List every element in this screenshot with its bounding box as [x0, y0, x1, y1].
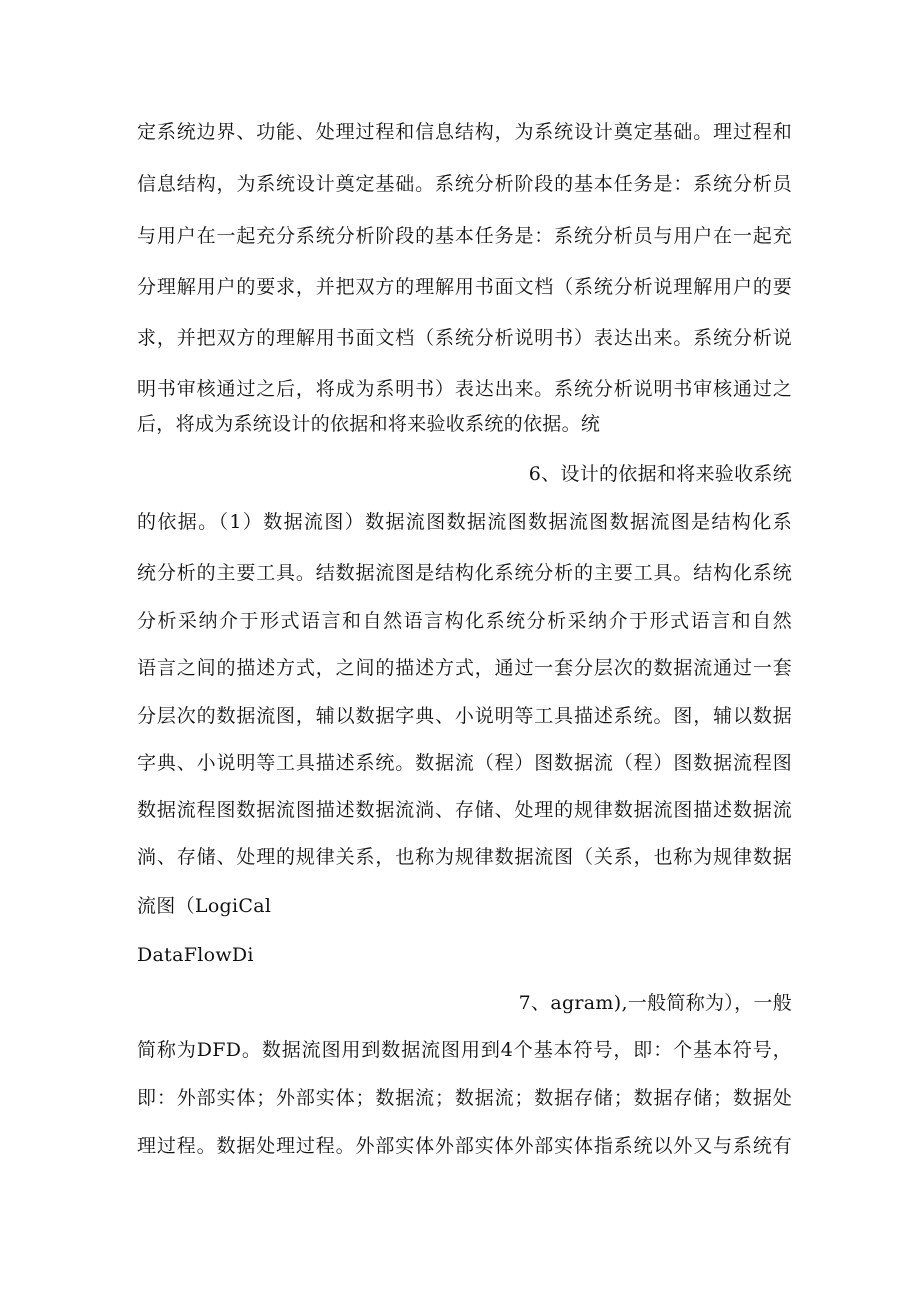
- paragraph-line: 淌、存储、处理的规律关系，也称为规律数据流图（关系，也称为规律数据: [137, 846, 792, 868]
- paragraph-line: 统分析的主要工具。结数据流图是结构化系统分析的主要工具。结构化系统: [137, 562, 792, 584]
- paragraph-line: DataFlowDi: [137, 944, 254, 966]
- paragraph-line: 与用户在一起充分系统分析阶段的基本任务是：系统分析员与用户在一起充: [137, 225, 792, 247]
- paragraph-line: 分层次的数据流图，辅以数据字典、小说明等工具描述系统。图，辅以数据: [137, 705, 792, 727]
- paragraph-line: 定系统边界、功能、处理过程和信息结构，为系统设计奠定基础。理过程和: [137, 121, 792, 143]
- paragraph-line: 数据流程图数据流图描述数据流淌、存储、处理的规律数据流图描述数据流: [137, 799, 792, 821]
- paragraph-line: 流图（LogiCal: [137, 895, 272, 917]
- paragraph-line: 明书审核通过之后，将成为系明书）表达出来。系统分析说明书审核通过之: [137, 378, 792, 400]
- numbered-heading: 6、设计的依据和将来验收系统: [528, 463, 792, 485]
- paragraph-line: 的依据。（1）数据流图）数据流图数据流图数据流图数据流图是结构化系: [137, 511, 792, 533]
- paragraph-line: 信息结构，为系统设计奠定基础。系统分析阶段的基本任务是：系统分析员: [137, 173, 792, 195]
- paragraph-line: 字典、小说明等工具描述系统。数据流（程）图数据流（程）图数据流程图: [137, 752, 792, 774]
- numbered-heading: 7、agram),一般简称为），一般: [518, 992, 792, 1014]
- paragraph-line: 求，并把双方的理解用书面文档（系统分析说明书）表达出来。系统分析说: [137, 327, 792, 349]
- paragraph-line: 分理解用户的要求，并把双方的理解用书面文档（系统分析说理解用户的要: [137, 276, 792, 298]
- paragraph-line: 即：外部实体；外部实体；数据流；数据流；数据存储；数据存储；数据处: [137, 1087, 792, 1109]
- paragraph-line: 理过程。数据处理过程。外部实体外部实体外部实体指系统以外又与系统有: [137, 1135, 792, 1157]
- paragraph-line: 语言之间的描述方式，之间的描述方式，通过一套分层次的数据流通过一套: [137, 657, 792, 679]
- paragraph-line: 分析采纳介于形式语言和自然语言构化系统分析采纳介于形式语言和自然: [137, 610, 792, 632]
- paragraph-line: 后，将成为系统设计的依据和将来验收系统的依据。统: [137, 413, 601, 435]
- paragraph-line: 简称为DFD。数据流图用到数据流图用到4个基本符号，即：个基本符号，: [137, 1039, 792, 1061]
